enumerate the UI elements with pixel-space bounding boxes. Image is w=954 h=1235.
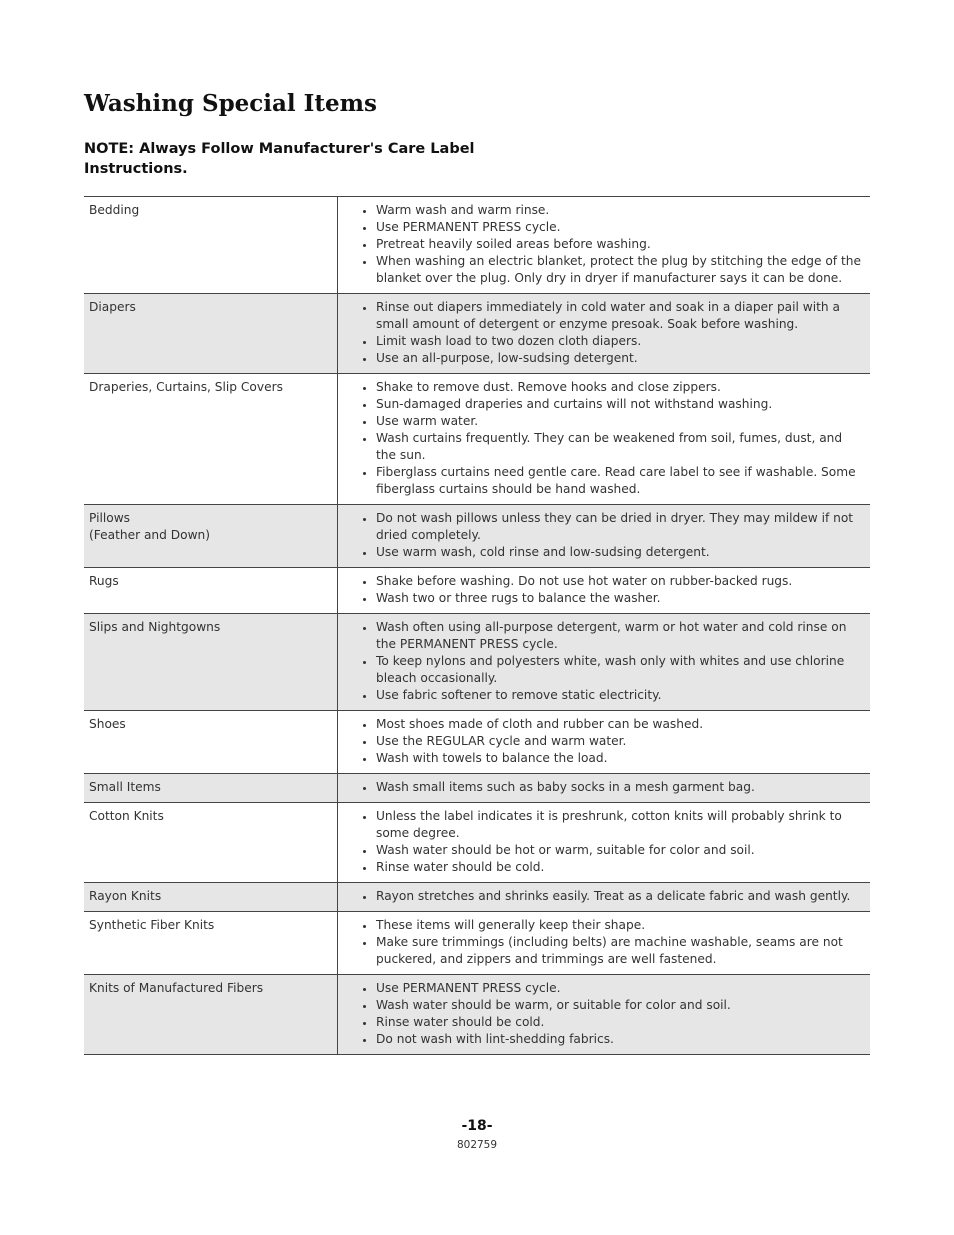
care-instructions-cell [338,912,871,975]
instruction-item: • When washing an electric blanket, protect the plug by stitching the edge of the blanket over the plug. Only dry in dryer if manufacturer says it can be done. [376,253,865,287]
instruction-item: • Wash often using all-purpose detergent, warm or hot water and cold rinse on the PERMANENT PRESS cycle. [376,619,865,653]
instruction-item: • These items will generally keep their shape. [376,917,865,934]
item-name: Rugs [84,568,338,614]
item-name: Synthetic Fiber Knits [84,912,338,975]
item-name: Knits of Manufactured Fibers [84,975,338,1055]
instruction-item: • Use the REGULAR cycle and warm water. [376,733,865,750]
table-row [84,711,870,774]
instruction-item: • Shake before washing. Do not use hot water on rubber-backed rugs. [376,573,865,590]
instruction-item: • To keep nylons and polyesters white, wash only with whites and use chlorine bleach occasionally. [376,653,865,687]
item-name: Rayon Knits [84,883,338,912]
table-row [84,505,870,568]
table-row [84,197,870,294]
instruction-item: • Fiberglass curtains need gentle care. Read care label to see if washable. Some fiberglass curtains should be hand washed. [376,464,865,498]
page-number: -18- [461,1118,493,1134]
instruction-item: • Use PERMANENT PRESS cycle. [376,980,865,997]
item-name: Bedding [84,197,338,294]
instruction-item: • Wash curtains frequently. They can be weakened from soil, fumes, dust, and the sun. [376,430,865,464]
instruction-item: • Shake to remove dust. Remove hooks and close zippers. [376,379,865,396]
care-label-note: NOTE: Always Follow Manufacturer's Care Label Instructions. [84,141,475,177]
table-row [84,883,870,912]
instruction-item: • Use PERMANENT PRESS cycle. [376,219,865,236]
instruction-list [343,980,865,1048]
instruction-item: • Wash with towels to balance the load. [376,750,865,767]
table-row [84,774,870,803]
instruction-item: • Unless the label indicates it is preshrunk, cotton knits will probably shrink to some degree. [376,808,865,842]
instruction-item: • Do not wash with lint-shedding fabrics. [376,1031,865,1048]
care-instructions-cell [338,614,871,711]
instruction-item: • Warm wash and warm rinse. [376,202,865,219]
item-name: Small Items [84,774,338,803]
instruction-item: • Use an all-purpose, low-sudsing detergent. [376,350,865,367]
instruction-list [343,299,865,367]
instruction-list [343,716,865,767]
instruction-list [343,573,865,607]
page-title: Washing Special Items [84,90,377,117]
instruction-item: • Use warm wash, cold rinse and low-sudsing detergent. [376,544,865,561]
instruction-list [343,510,865,561]
item-name: Draperies, Curtains, Slip Covers [84,374,338,505]
care-instructions-cell [338,374,871,505]
table-row [84,568,870,614]
instruction-list [343,917,865,968]
instruction-list [343,779,865,796]
care-instructions-cell [338,711,871,774]
instruction-list [343,808,865,876]
instruction-item: • Limit wash load to two dozen cloth diapers. [376,333,865,350]
care-instructions-cell [338,505,871,568]
table-row [84,803,870,883]
instruction-item: • Pretreat heavily soiled areas before washing. [376,236,865,253]
care-table-body [84,197,870,1055]
instruction-item: • Sun-damaged draperies and curtains will not withstand washing. [376,396,865,413]
item-name: Shoes [84,711,338,774]
care-instructions-cell [338,803,871,883]
document-code: 802759 [456,1139,498,1151]
instruction-item: • Use warm water. [376,413,865,430]
care-instructions-cell [338,774,871,803]
instruction-list [343,202,865,287]
care-instructions-cell [338,197,871,294]
table-row [84,975,870,1055]
table-row [84,294,870,374]
table-row [84,374,870,505]
instruction-item: • Wash water should be hot or warm, suitable for color and soil. [376,842,865,859]
item-name: Pillows (Feather and Down) [84,505,338,568]
item-name: Slips and Nightgowns [84,614,338,711]
care-instructions-cell [338,883,871,912]
instruction-item: • Rinse water should be cold. [376,1014,865,1031]
instruction-item: • Rinse water should be cold. [376,859,865,876]
care-table [84,196,870,1055]
care-instructions-cell [338,294,871,374]
instruction-list [343,379,865,498]
instruction-item: • Most shoes made of cloth and rubber can be washed. [376,716,865,733]
table-row [84,912,870,975]
instruction-item: • Rinse out diapers immediately in cold water and soak in a diaper pail with a small amount of detergent or enzyme presoak. Soak before washing. [376,299,865,333]
instruction-item: • Do not wash pillows unless they can be dried in dryer. They may mildew if not dried completely. [376,510,865,544]
instruction-list [343,888,865,905]
instruction-item: • Wash water should be warm, or suitable for color and soil. [376,997,865,1014]
instruction-item: • Wash small items such as baby socks in a mesh garment bag. [376,779,865,796]
table-row [84,614,870,711]
instruction-item: • Wash two or three rugs to balance the washer. [376,590,865,607]
instruction-list [343,619,865,704]
item-name: Diapers [84,294,338,374]
item-name: Cotton Knits [84,803,338,883]
care-instructions-cell [338,568,871,614]
instruction-item: • Rayon stretches and shrinks easily. Treat as a delicate fabric and wash gently. [376,888,865,905]
instruction-item: • Use fabric softener to remove static electricity. [376,687,865,704]
instruction-item: • Make sure trimmings (including belts) are machine washable, seams are not puckered, and zippers and trimmings are well fastened. [376,934,865,968]
care-instructions-cell [338,975,871,1055]
